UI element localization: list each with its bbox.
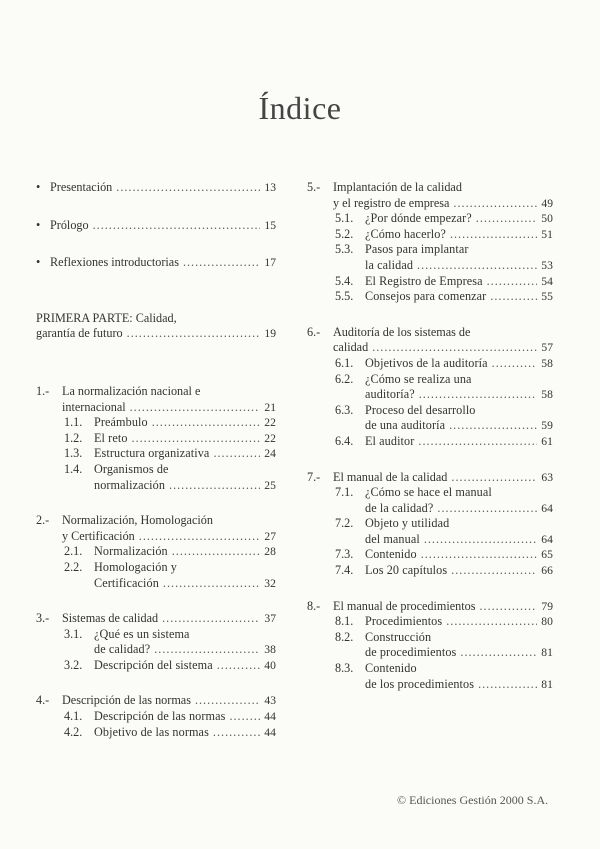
dot-leader bbox=[490, 289, 537, 305]
toc-page-number: 25 bbox=[264, 478, 276, 492]
toc-page-number: 15 bbox=[264, 218, 276, 232]
toc-subentry bbox=[36, 709, 276, 725]
section-gap bbox=[36, 493, 276, 513]
dot-leader bbox=[372, 340, 537, 356]
toc-entry-title: Auditoría de los sistemas de bbox=[333, 324, 471, 339]
toc-subentry bbox=[307, 274, 553, 290]
toc-page-number: 43 bbox=[264, 694, 276, 708]
toc-entry-title: Organismos de bbox=[94, 461, 169, 476]
toc-entry-title: la calidad bbox=[365, 257, 414, 272]
toc-subentry bbox=[307, 227, 553, 243]
toc-subentry bbox=[36, 725, 276, 741]
toc-entry-number: 7.3. bbox=[335, 547, 354, 562]
toc-page-number: 61 bbox=[541, 434, 553, 448]
toc-entry-title: Construcción bbox=[365, 629, 432, 644]
toc-entry-title: Estructura organizativa bbox=[94, 446, 210, 461]
toc-entry-title: Contenido bbox=[365, 661, 417, 676]
publisher-credit: © Ediciones Gestión 2000 S.A. bbox=[397, 793, 549, 807]
toc-entry-title: El reto bbox=[94, 430, 128, 445]
toc-entry-number: 1.4. bbox=[64, 461, 83, 476]
toc-page-number: 58 bbox=[541, 356, 553, 370]
page-title: Índice bbox=[258, 90, 342, 126]
dot-leader bbox=[93, 218, 261, 234]
toc-entry-number: 4.1. bbox=[64, 709, 83, 724]
toc-entry-title: ¿Cómo se realiza una bbox=[365, 371, 472, 386]
toc-entry-title: de calidad? bbox=[94, 642, 151, 657]
toc-entry-title: Prólogo bbox=[50, 217, 89, 232]
toc-subentry bbox=[307, 289, 553, 305]
toc-page-number: 44 bbox=[264, 710, 276, 724]
dot-leader bbox=[116, 180, 260, 196]
toc-entry-number: 1.3. bbox=[64, 446, 83, 461]
toc-page-number: 21 bbox=[264, 400, 276, 414]
toc-entry-number: 5.2. bbox=[335, 226, 354, 241]
toc-page-number: 37 bbox=[264, 612, 276, 626]
toc-entry-title: de procedimientos bbox=[365, 645, 457, 660]
toc-page-number: 50 bbox=[541, 212, 553, 226]
toc-entry bbox=[36, 311, 276, 342]
toc-subentry bbox=[36, 658, 276, 674]
toc-entry bbox=[36, 255, 276, 271]
section-gap bbox=[307, 450, 553, 470]
dot-leader bbox=[487, 274, 538, 290]
toc-entry bbox=[36, 693, 276, 709]
toc-entry-title: Homologación y bbox=[94, 559, 177, 574]
dot-leader bbox=[213, 446, 260, 462]
toc-entry-number: 5.5. bbox=[335, 289, 354, 304]
dot-leader bbox=[417, 258, 537, 274]
dot-leader bbox=[229, 709, 260, 725]
toc-entry-number: 6.4. bbox=[335, 433, 354, 448]
toc-entry-number: 1.- bbox=[36, 383, 50, 398]
toc-entry-number: 7.4. bbox=[335, 563, 354, 578]
toc-entry-title: Preámbulo bbox=[94, 415, 148, 430]
toc-entry-title: Proceso del desarrollo bbox=[365, 402, 476, 417]
toc-entry-title: de la calidad? bbox=[365, 500, 434, 515]
toc-entry-number: 1.2. bbox=[64, 430, 83, 445]
toc-entry bbox=[307, 470, 553, 486]
toc-entry-number: 7.- bbox=[307, 469, 321, 484]
toc-entry bbox=[36, 611, 276, 627]
toc-page-number: 27 bbox=[264, 529, 276, 543]
toc-page-number: 58 bbox=[541, 388, 553, 402]
toc-page-number: 44 bbox=[264, 725, 276, 739]
toc-page-number: 24 bbox=[264, 447, 276, 461]
toc-subentry bbox=[36, 415, 276, 431]
toc-entry-title: El Registro de Empresa bbox=[365, 273, 483, 288]
dot-leader bbox=[478, 677, 537, 693]
toc-entry-number: 8.1. bbox=[335, 614, 354, 629]
dot-leader bbox=[453, 196, 537, 212]
toc-entry-number: • bbox=[36, 255, 41, 270]
toc-entry-number: 3.- bbox=[36, 611, 50, 626]
toc-subentry bbox=[307, 614, 553, 630]
toc-entry bbox=[36, 180, 276, 196]
toc-entry-title: Reflexiones introductorias bbox=[50, 255, 179, 270]
dot-leader bbox=[163, 576, 260, 592]
toc-entry-title: Certificación bbox=[94, 575, 159, 590]
toc-entry-number: • bbox=[36, 180, 41, 194]
toc-entry-number: 5.4. bbox=[335, 273, 354, 288]
toc-entry-title: Descripción de las normas bbox=[62, 693, 191, 708]
dot-leader bbox=[132, 431, 261, 447]
section-gap bbox=[307, 579, 553, 599]
section-gap bbox=[36, 591, 276, 611]
dot-leader bbox=[195, 693, 260, 709]
toc-page-number: 32 bbox=[264, 576, 276, 590]
toc-column-right bbox=[307, 180, 553, 692]
toc-subentry bbox=[307, 630, 553, 661]
toc-entry-title: garantía de futuro bbox=[36, 326, 123, 341]
toc-entry-number: 6.1. bbox=[335, 355, 354, 370]
toc-entry-title: La normalización nacional e bbox=[62, 383, 201, 398]
toc-entry-number: 3.2. bbox=[64, 657, 83, 672]
toc-entry-number: 3.1. bbox=[64, 626, 83, 641]
toc-entry-title: El manual de la calidad bbox=[333, 469, 448, 484]
toc-page-number: 79 bbox=[541, 599, 553, 613]
dot-leader bbox=[424, 532, 537, 548]
dot-leader bbox=[451, 470, 537, 486]
toc-subentry bbox=[307, 242, 553, 273]
dot-leader bbox=[437, 501, 537, 517]
toc-entry bbox=[307, 599, 553, 615]
dot-leader bbox=[449, 418, 537, 434]
toc-entry-number: 6.3. bbox=[335, 402, 354, 417]
toc-page-number: 17 bbox=[264, 256, 276, 270]
toc-entry bbox=[36, 513, 276, 544]
toc-entry-title: El manual de procedimientos bbox=[333, 598, 476, 613]
toc-entry-title: Objeto y utilidad bbox=[365, 516, 450, 531]
dot-leader bbox=[139, 529, 261, 545]
dot-leader bbox=[460, 645, 537, 661]
dot-leader bbox=[451, 563, 537, 579]
toc-entry bbox=[36, 384, 276, 415]
toc-subentry bbox=[307, 516, 553, 547]
toc-page-number: 28 bbox=[264, 545, 276, 559]
dot-leader bbox=[479, 599, 537, 615]
toc-subentry bbox=[307, 547, 553, 563]
toc-entry-number: 1.1. bbox=[64, 415, 83, 430]
toc-entry-number: 4.2. bbox=[64, 724, 83, 739]
toc-entry-title: Pasos para implantar bbox=[365, 242, 469, 257]
dot-leader bbox=[130, 400, 261, 416]
toc-entry-title: Objetivos de la auditoría bbox=[365, 355, 488, 370]
toc-entry-number: 5.3. bbox=[335, 242, 354, 257]
section-gap bbox=[36, 364, 276, 384]
toc-page-number: 57 bbox=[541, 341, 553, 355]
toc-entry-title: PRIMERA PARTE: Calidad, bbox=[36, 310, 177, 325]
toc-subentry bbox=[36, 544, 276, 560]
toc-page-number: 54 bbox=[541, 274, 553, 288]
toc-page-number: 40 bbox=[264, 658, 276, 672]
toc-page-number: 65 bbox=[541, 548, 553, 562]
toc-entry-number: 7.2. bbox=[335, 516, 354, 531]
toc-entry-title: Los 20 capítulos bbox=[365, 563, 448, 578]
toc-entry-title: Implantación de la calidad bbox=[333, 180, 462, 194]
toc-entry-title: calidad bbox=[333, 340, 369, 355]
toc-entry-number: • bbox=[36, 217, 41, 232]
dot-leader bbox=[421, 547, 538, 563]
dot-leader bbox=[154, 642, 260, 658]
dot-leader bbox=[446, 614, 537, 630]
toc-subentry bbox=[36, 627, 276, 658]
toc-page-number: 38 bbox=[264, 643, 276, 657]
toc-entry-title: Presentación bbox=[50, 180, 113, 194]
toc-page-number: 63 bbox=[541, 470, 553, 484]
dot-leader bbox=[183, 255, 260, 271]
toc-page-number: 64 bbox=[541, 532, 553, 546]
toc-entry-number: 4.- bbox=[36, 693, 50, 708]
section-gap bbox=[36, 673, 276, 693]
toc-page-number: 59 bbox=[541, 419, 553, 433]
toc-subentry bbox=[307, 563, 553, 579]
toc-subentry bbox=[36, 462, 276, 493]
toc-entry bbox=[307, 325, 553, 356]
toc-entry-title: normalización bbox=[94, 477, 166, 492]
toc-page-number: 22 bbox=[264, 416, 276, 430]
toc-subentry bbox=[307, 403, 553, 434]
dot-leader bbox=[492, 356, 538, 372]
toc-entry-number: 2.2. bbox=[64, 559, 83, 574]
toc-page-number: 80 bbox=[541, 615, 553, 629]
toc-entry-number: 7.1. bbox=[335, 485, 354, 500]
toc-page-number: 66 bbox=[541, 564, 553, 578]
toc-subentry bbox=[307, 661, 553, 692]
toc-subentry bbox=[36, 446, 276, 462]
toc-entry-title: Objetivo de las normas bbox=[94, 724, 209, 739]
toc-entry-title: ¿Qué es un sistema bbox=[94, 626, 190, 641]
dot-leader bbox=[152, 415, 261, 431]
toc-page-number: 81 bbox=[541, 646, 553, 660]
toc-entry-title: internacional bbox=[62, 399, 126, 414]
toc-entry-title: auditoría? bbox=[365, 387, 415, 402]
dot-leader bbox=[418, 434, 537, 450]
dot-leader bbox=[213, 725, 260, 741]
toc-entry-title: Consejos para comenzar bbox=[365, 289, 487, 304]
toc-entry-number: 8.2. bbox=[335, 629, 354, 644]
toc-entry-title: Descripción del sistema bbox=[94, 657, 213, 672]
toc-subentry bbox=[307, 372, 553, 403]
toc-page-number: 55 bbox=[541, 290, 553, 304]
toc-page-number: 53 bbox=[541, 258, 553, 272]
toc-entry-title: El auditor bbox=[365, 433, 415, 448]
toc-subentry bbox=[307, 434, 553, 450]
toc-entry-title: de una auditoría bbox=[365, 418, 446, 433]
toc-entry-title: Normalización, Homologación bbox=[62, 513, 213, 528]
toc-entry bbox=[307, 180, 553, 211]
dot-leader bbox=[217, 658, 260, 674]
toc-entry-number: 8.- bbox=[307, 598, 321, 613]
dot-leader bbox=[127, 326, 261, 342]
toc-subentry bbox=[36, 431, 276, 447]
toc-entry-number: 5.1. bbox=[335, 211, 354, 226]
toc-entry bbox=[36, 218, 276, 234]
toc-entry-number: 2.1. bbox=[64, 544, 83, 559]
dot-leader bbox=[419, 387, 537, 403]
toc-page-number: 51 bbox=[541, 227, 553, 241]
toc-entry-number: 2.- bbox=[36, 513, 50, 528]
toc-page-number: 49 bbox=[541, 196, 553, 210]
toc-entry-title: y el registro de empresa bbox=[333, 195, 450, 210]
toc-entry-title: del manual bbox=[365, 531, 420, 546]
section-gap bbox=[307, 305, 553, 325]
toc-entry-title: Descripción de las normas bbox=[94, 709, 226, 724]
toc-entry-number: 6.- bbox=[307, 324, 321, 339]
toc-entry-title: ¿Por dónde empezar? bbox=[365, 211, 472, 226]
dot-leader bbox=[172, 544, 260, 560]
toc-entry-title: Normalización bbox=[94, 544, 168, 559]
toc-subentry bbox=[36, 560, 276, 591]
toc-entry-title: y Certificación bbox=[62, 528, 135, 543]
toc-subentry bbox=[307, 485, 553, 516]
toc-page-number: 13 bbox=[264, 181, 276, 194]
toc-entry-title: de los procedimientos bbox=[365, 676, 475, 691]
toc-column-left bbox=[36, 180, 276, 740]
toc-entry-number: 6.2. bbox=[335, 371, 354, 386]
dot-leader bbox=[162, 611, 260, 627]
toc-subentry bbox=[307, 356, 553, 372]
toc-entry-number: 5.- bbox=[307, 180, 321, 194]
toc-page-number: 64 bbox=[541, 501, 553, 515]
dot-leader bbox=[169, 478, 260, 494]
toc-entry-title: ¿Cómo se hace el manual bbox=[365, 485, 492, 500]
toc-entry-title: Contenido bbox=[365, 547, 417, 562]
toc-entry-title: Sistemas de calidad bbox=[62, 611, 159, 626]
toc-page-number: 19 bbox=[264, 327, 276, 341]
toc-entry-number: 8.3. bbox=[335, 661, 354, 676]
toc-subentry bbox=[307, 211, 553, 227]
toc-page-number: 22 bbox=[264, 431, 276, 445]
toc-page-number: 81 bbox=[541, 677, 553, 691]
dot-leader bbox=[476, 211, 537, 227]
toc-entry-title: ¿Cómo hacerlo? bbox=[365, 226, 446, 241]
dot-leader bbox=[450, 227, 537, 243]
toc-entry-title: Procedimientos bbox=[365, 614, 443, 629]
